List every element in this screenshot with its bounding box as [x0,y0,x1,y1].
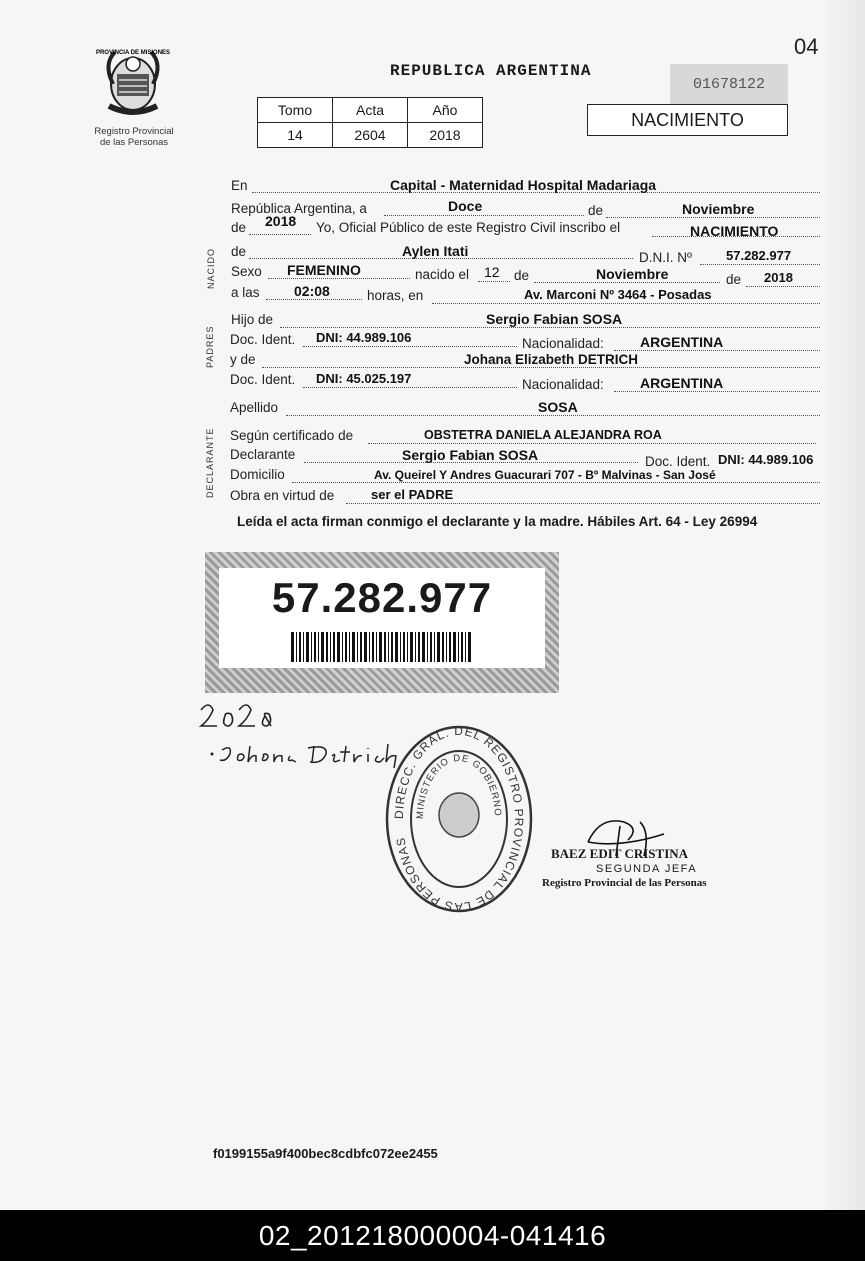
hora-value: 02:08 [294,283,330,299]
direccion-nac-value: Av. Marconi Nº 3464 - Posadas [524,287,712,302]
section-padres: PADRES [205,325,215,368]
stamp-inner [219,568,545,668]
domicilio-label: Domicilio [230,467,285,482]
dni-number-stamp [205,552,559,693]
stamp-number: 57.282.977 [271,574,493,621]
padre-doc-value: DNI: 44.989.106 [316,330,412,345]
dni-value: 57.282.977 [726,248,792,263]
doc2-label: Doc. Ident. [230,372,296,387]
nac-anio-value: 2018 [764,270,793,285]
acta-header: Acta [333,98,408,123]
anio-value: 2018 [408,123,483,148]
serial-number: 01678122 [670,64,788,104]
nac2-label: Nacionalidad: [522,377,604,392]
republica-label: República Argentina, a [231,201,367,216]
official-organization: Registro Provincial de las Personas [542,877,707,889]
seal-inner-text: MINISTERIO DE GOBIERNO [414,752,504,820]
record-table [257,97,483,148]
declarante-doc-value: DNI: 44.989.106 [718,452,814,467]
official-title: SEGUNDA JEFA [596,863,698,875]
domicilio-value: Av. Queirel Y Andres Guacurari 707 - Bº Malvinas - San José [374,468,716,482]
certificado-value: OBSTETRA DANIELA ALEJANDRA ROA [424,428,662,442]
lugar-value: Capital - Maternidad Hospital Madariaga [390,177,657,193]
inscribo-value: NACIMIENTO [690,223,779,239]
mes-value: Noviembre [682,201,755,217]
nombre-value: Aylen Itati [402,243,469,259]
padre-value: Sergio Fabian SOSA [486,311,623,327]
sexo-value: FEMENINO [287,262,361,278]
dni-label: D.N.I. Nº [639,250,692,265]
handwritten-signature-2020 [195,698,275,732]
padre-nac-value: ARGENTINA [640,334,724,350]
section-declarante: DECLARANTE [205,427,215,498]
madre-doc-value: DNI: 45.025.197 [316,371,412,386]
logo-text: PROVINCIA DE MISIONES [95,50,171,56]
horas-label: horas, en [367,288,424,303]
madre-value: Johana Elizabeth DETRICH [464,352,639,367]
registry-line1: Registro Provincial [94,126,174,137]
nac-label: Nacionalidad: [522,336,604,351]
registry-line2: de las Personas [99,137,169,148]
doc-label: Doc. Ident. [230,332,296,347]
page-edge [825,0,865,1210]
closing-statement: Leída el acta firman conmigo el declarante y la madre. Hábiles Art. 64 - Ley 26994 [237,514,758,529]
nac-de2-label: de [726,272,742,287]
obra-label: Obra en virtud de [230,488,335,503]
nacido-label: nacido el [415,267,470,282]
file-id-banner: 02_201218000004-041416 [0,1210,865,1261]
official-name: BAEZ EDIT CRISTINA [551,846,689,861]
declarante-value: Sergio Fabian SOSA [402,447,539,463]
anio-header: Año [408,98,483,123]
hijo-label: Hijo de [231,312,274,327]
certificado-label: Según certificado de [230,428,354,443]
obra-value: ser el PADRE [371,487,454,502]
tomo-header: Tomo [258,98,333,123]
section-nacido: NACIDO [206,247,216,289]
declarante-label: Declarante [230,447,296,462]
de2-label: de [231,220,247,235]
sexo-label: Sexo [231,264,262,279]
seal-outer-text: DIRECC. GRAL. DEL REGISTRO PROVINCIAL DE LAS PERSONAS [391,723,527,915]
apellido-label: Apellido [230,400,279,415]
en-label: En [231,178,248,193]
nac-mes-value: Noviembre [596,266,669,282]
nac-dia-value: 12 [484,264,500,280]
official-seal-stamp [383,723,535,915]
yde-label: y de [230,352,256,367]
nac-de-label: de [514,268,530,283]
anio-value: 2018 [265,213,297,229]
page-number: 04 [794,34,819,59]
dia-value: Doce [448,198,483,214]
tomo-value: 14 [258,123,333,148]
misiones-coat-of-arms-logo [95,44,171,122]
handwritten-signature-johana-detrich [208,738,403,778]
apellido-value: SOSA [538,399,578,415]
document-hash: f0199155a9f400bec8cdbfc072ee2455 [213,1146,438,1161]
alas-label: a las [231,285,260,300]
acta-value: 2604 [333,123,408,148]
de-label: de [588,203,604,218]
madre-nac-value: ARGENTINA [640,375,724,391]
barcode-icon [291,632,473,662]
de-nombre-label: de [231,244,247,259]
yo-label: Yo, Oficial Público de este Registro Civil inscribo el [316,220,621,235]
doc3-label: Doc. Ident. [645,454,711,469]
country-title: REPUBLICA ARGENTINA [390,62,592,80]
act-type-box: NACIMIENTO [587,104,788,136]
registry-name [70,126,198,148]
